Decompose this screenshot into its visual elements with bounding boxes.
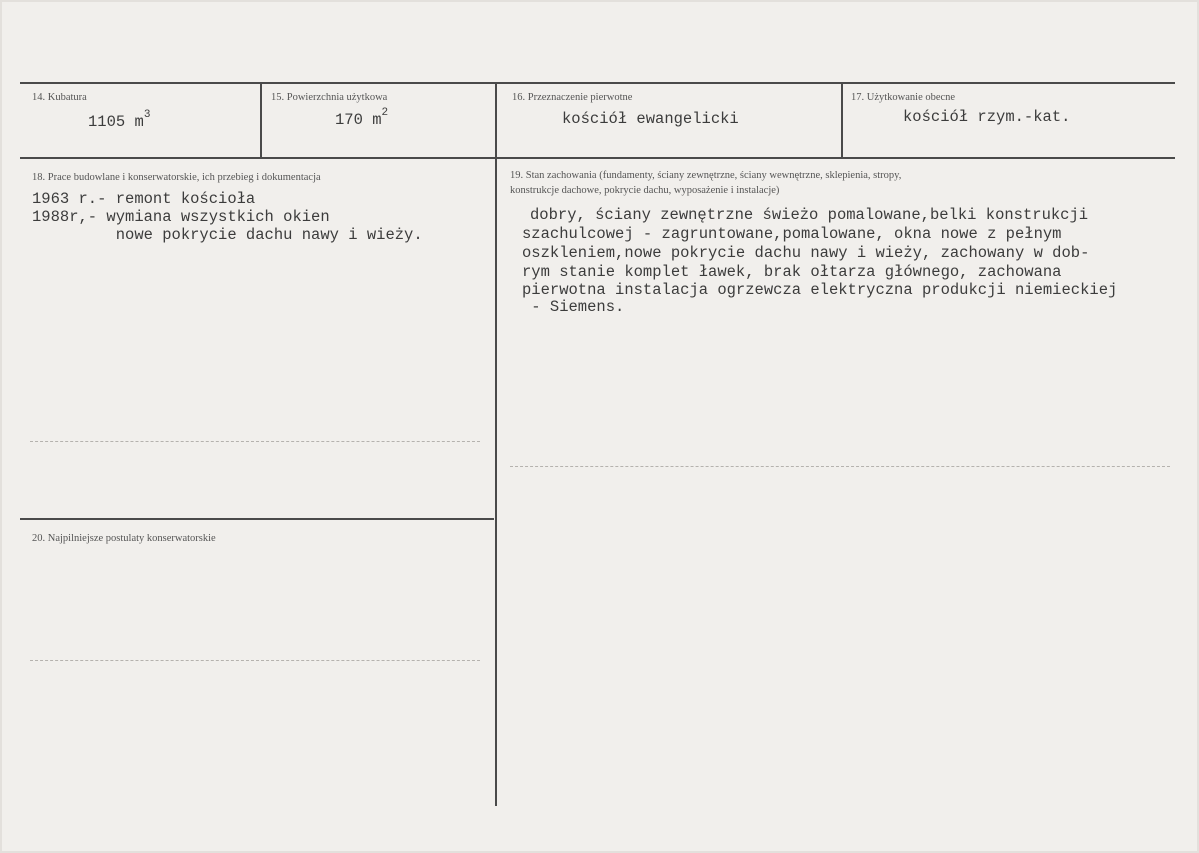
field-18-line: 1963 r.- remont kościoła [32, 190, 256, 208]
field-15-label: 15. Powierzchnia użytkowa [271, 92, 388, 103]
field-19-line: - Siemens. [522, 298, 625, 316]
field-18-line: nowe pokrycie dachu nawy i wieży. [32, 226, 423, 244]
field-19-line: oszkleniem,nowe pokrycie dachu nawy i wieży, zachowany w dob- [522, 244, 1090, 262]
field-19-line: rym stanie komplet ławek, brak ołtarza głównego, zachowana [522, 263, 1062, 281]
top-rule [20, 82, 1175, 84]
field-17-value: kościół rzym.-kat. [903, 108, 1071, 126]
field-20-label: 20. Najpilniejsze postulaty konserwatorskie [32, 533, 216, 544]
field-18-label: 18. Prace budowlane i konserwatorskie, ich przebieg i dokumentacja [32, 172, 321, 183]
ghost-rule [510, 466, 1170, 468]
field-19-line: pierwotna instalacja ogrzewcza elektryczna produkcji niemieckiej [522, 281, 1118, 299]
divider-15-16 [495, 84, 497, 806]
divider-16-17 [841, 84, 843, 158]
field20-top-rule [20, 518, 494, 520]
field-14-label: 14. Kubatura [32, 92, 87, 103]
field-18-line: 1988r,- wymiana wszystkich okien [32, 208, 330, 226]
field-19-label-continued: konstrukcje dachowe, pokrycie dachu, wyposażenie i instalacje) [510, 185, 780, 196]
field-14-superscript: 3 [143, 109, 151, 121]
field-17-label: 17. Użytkowanie obecne [851, 92, 956, 103]
field-16-value: kościół ewangelicki [562, 110, 739, 128]
field-19-line: szachulcowej - zagruntowane,pomalowane, okna nowe z pełnym [522, 225, 1062, 243]
row1-bottom-rule [20, 157, 1175, 159]
divider-14-15 [260, 84, 262, 158]
field-15-superscript: 2 [381, 107, 389, 119]
field-15-value: 170 $m^2$ [335, 107, 389, 129]
field-19-line: dobry, ściany zewnętrzne świeżo pomalowane,belki konstrukcji [530, 206, 1089, 224]
field-14-value: 1105 $m^3$ [88, 109, 151, 131]
field-19-label: 19. Stan zachowania (fundamenty, ściany zewnętrzne, ściany wewnętrzne, sklepienia, stropy, [510, 170, 902, 181]
ghost-rule [30, 660, 480, 662]
ghost-rule [30, 441, 480, 443]
field-16-label: 16. Przeznaczenie pierwotne [512, 92, 633, 103]
